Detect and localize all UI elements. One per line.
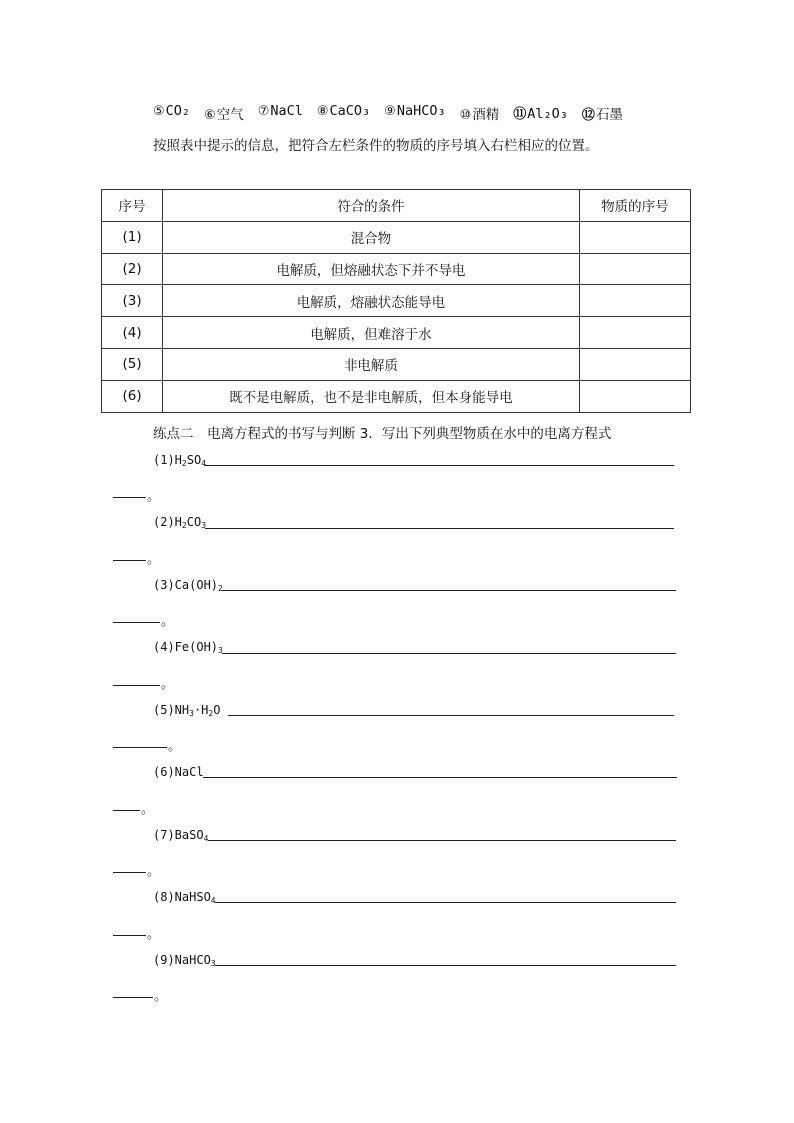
eq-prefix: (3)Ca(OH) <box>153 578 219 592</box>
row-condition: 既不是电解质，也不是非电解质，但本身能导电 <box>163 380 580 412</box>
row-condition: 电解质，熔融状态能导电 <box>163 285 580 317</box>
row-index: (4) <box>102 317 163 349</box>
answer-cell[interactable] <box>579 317 690 349</box>
eq-prefix: (5)NH <box>153 703 190 717</box>
answer-continuation-line[interactable] <box>113 560 146 561</box>
eq-sub: 3 <box>189 709 194 718</box>
equation-label <box>153 453 206 468</box>
row-index: (1) <box>102 221 163 253</box>
eq-sub: 2 <box>218 584 223 593</box>
equation-label <box>153 953 216 968</box>
period-mark: 。 <box>141 802 155 817</box>
answer-blank-line[interactable] <box>222 590 676 591</box>
table-row <box>102 317 691 349</box>
substance-name: NaHCO₃ <box>396 103 446 119</box>
eq-sub: 2 <box>181 459 187 468</box>
substance-name: CO₂ <box>165 103 191 119</box>
eq-sub: 2 <box>208 709 214 718</box>
answer-cell[interactable] <box>579 221 690 253</box>
equation-label <box>153 890 216 905</box>
equation-label <box>153 828 208 843</box>
period-mark: 。 <box>147 552 161 567</box>
substance-name: NaCl <box>270 103 303 119</box>
substance-number: ⑨ <box>384 104 396 119</box>
row-condition: 电解质，但难溶于水 <box>163 317 580 349</box>
substance-number: ⑥ <box>204 108 216 123</box>
equation-label <box>153 578 223 593</box>
eq-mid: SO <box>186 453 202 467</box>
substance-item <box>258 103 303 123</box>
eq-sub: 4 <box>201 459 207 468</box>
substance-number: ⑩ <box>459 108 472 123</box>
equation-label <box>153 703 220 718</box>
table-row <box>102 253 691 285</box>
substance-item <box>317 103 370 123</box>
period-mark: 。 <box>147 864 161 879</box>
answer-cell[interactable] <box>579 348 690 380</box>
answer-continuation-line[interactable] <box>113 497 146 498</box>
eq-tail: O <box>213 703 221 717</box>
row-index: (3) <box>102 285 163 317</box>
substance-item <box>513 103 568 123</box>
eq-sub: 2 <box>181 521 187 530</box>
row-index: (5) <box>102 348 163 380</box>
substance-name: 空气 <box>216 107 244 123</box>
substance-item <box>460 103 500 123</box>
substance-item <box>582 103 623 123</box>
substance-number: ⑤ <box>153 104 165 119</box>
period-mark: 。 <box>147 927 161 942</box>
answer-continuation-line[interactable] <box>113 747 167 748</box>
answer-blank-line[interactable] <box>228 715 674 716</box>
substance-name: 石墨 <box>595 107 623 123</box>
period-mark: 。 <box>154 989 168 1004</box>
answer-continuation-line[interactable] <box>113 810 140 811</box>
answer-blank-line[interactable] <box>205 465 674 466</box>
equation-label <box>153 640 223 655</box>
row-index: (2) <box>102 253 163 285</box>
eq-mid: ·H <box>193 703 209 717</box>
eq-prefix: (6)NaCl <box>153 765 204 779</box>
answer-continuation-line[interactable] <box>113 622 160 623</box>
substance-name: Al₂O₃ <box>527 106 568 122</box>
eq-sub: 4 <box>203 834 209 843</box>
period-mark: 。 <box>161 614 175 629</box>
substance-number: ⑦ <box>257 104 270 119</box>
answer-blank-line[interactable] <box>215 902 676 903</box>
condition-table <box>101 189 691 413</box>
answer-continuation-line[interactable] <box>113 872 146 873</box>
answer-blank-line[interactable] <box>222 653 676 654</box>
row-condition: 非电解质 <box>163 348 580 380</box>
row-index: (6) <box>102 380 163 412</box>
header-condition: 符合的条件 <box>163 190 580 222</box>
row-condition: 混合物 <box>163 221 580 253</box>
answer-continuation-line[interactable] <box>113 997 153 998</box>
eq-prefix: (8)NaHSO <box>153 890 211 904</box>
answer-blank-line[interactable] <box>205 528 674 529</box>
section-title: 练点二 电离方程式的书写与判断 3．写出下列典型物质在水中的电离方程式 <box>153 426 612 442</box>
header-index: 序号 <box>102 190 163 222</box>
answer-blank-line[interactable] <box>215 965 676 966</box>
instruction-text: 按照表中提示的信息，把符合左栏条件的物质的序号填入右栏相应的位置。 <box>153 138 599 154</box>
substance-name: CaCO₃ <box>329 103 371 119</box>
substance-item <box>153 103 190 123</box>
table-row <box>102 221 691 253</box>
answer-blank-line[interactable] <box>208 840 676 841</box>
eq-prefix: (9)NaHCO <box>153 953 211 967</box>
eq-sub: 3 <box>218 646 223 655</box>
period-mark: 。 <box>161 677 175 692</box>
period-mark: 。 <box>168 739 182 754</box>
table-row <box>102 285 691 317</box>
eq-prefix: (1)H <box>153 453 182 467</box>
table-row <box>102 348 691 380</box>
substance-item <box>384 103 445 123</box>
substance-number: ⑧ <box>316 104 329 119</box>
substance-number: ⑫ <box>581 108 595 123</box>
table-header-row <box>102 190 691 222</box>
eq-sub: 3 <box>210 959 216 968</box>
header-answer: 物质的序号 <box>579 190 690 222</box>
eq-sub: 3 <box>201 521 207 530</box>
substance-item <box>204 103 244 123</box>
eq-mid: CO <box>186 515 202 529</box>
table-row <box>102 380 691 412</box>
eq-sub: 4 <box>210 896 216 905</box>
equation-label <box>153 765 204 780</box>
period-mark: 。 <box>147 489 161 504</box>
answer-blank-line[interactable] <box>203 777 677 778</box>
substance-number: ⑪ <box>513 107 527 122</box>
eq-prefix: (2)H <box>153 515 182 529</box>
substance-list <box>153 103 637 123</box>
equation-label <box>153 515 206 530</box>
row-condition: 电解质，但熔融状态下并不导电 <box>163 253 580 285</box>
eq-prefix: (4)Fe(OH) <box>153 640 219 654</box>
answer-cell[interactable] <box>579 380 690 412</box>
answer-cell[interactable] <box>579 253 690 285</box>
substance-name: 酒精 <box>472 107 500 123</box>
answer-continuation-line[interactable] <box>113 685 160 686</box>
answer-continuation-line[interactable] <box>113 935 146 936</box>
eq-prefix: (7)BaSO <box>153 828 204 842</box>
answer-cell[interactable] <box>579 285 690 317</box>
